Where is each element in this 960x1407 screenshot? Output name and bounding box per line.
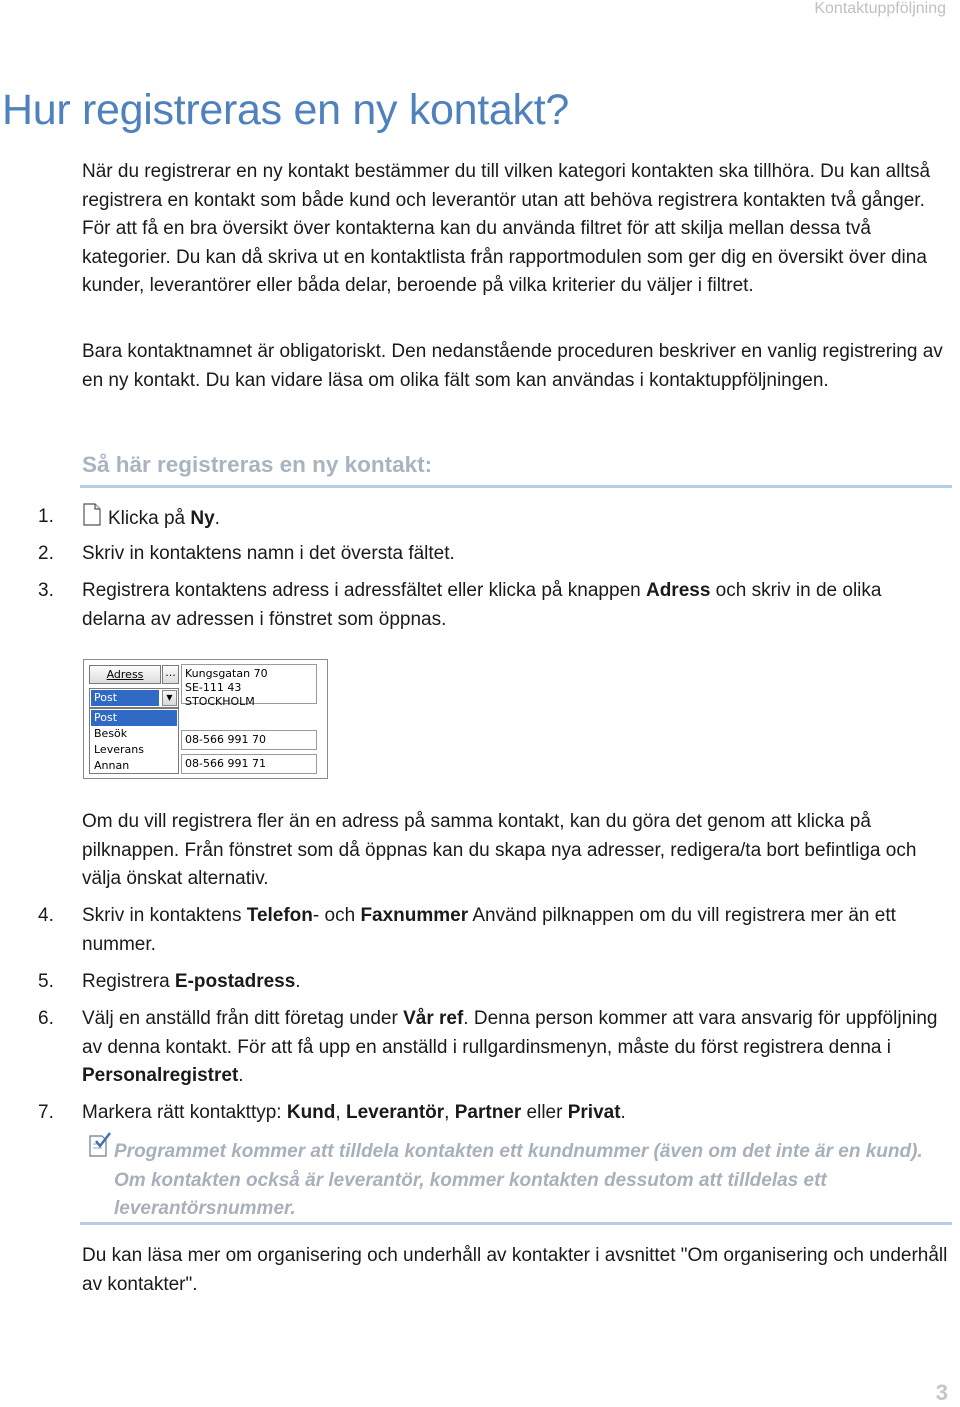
dropdown-arrow-icon[interactable]: ▼ [162,690,177,706]
step-number: 5. [38,971,54,992]
phone-field[interactable]: 08-566 991 70 [181,730,317,750]
step-2: Skriv in kontaktens namn i det översta fältet. [82,543,455,564]
step-number: 7. [38,1102,54,1123]
step-number: 1. [38,506,54,527]
step-7: Markera rätt kontakttyp: Kund, Leverantör, Partner eller Privat. [82,1102,626,1123]
list-item[interactable]: Leverans [94,743,144,756]
address-type-list [89,708,179,774]
section-subheading: Så här registreras en ny kontakt: [82,452,433,477]
subheading-rule [80,485,952,488]
step-3: Registrera kontaktens adress i adressfältet eller klicka på knappen Adress och skriv in de olika delarna av adressen i fönstret som öppnas. [82,580,882,630]
step-4: Skriv in kontaktens Telefon- och Faxnummer Använd pilknappen om du vill registrera mer än ett nummer. [82,905,896,955]
step-5: Registrera E-postadress. [82,971,301,992]
address-form-screenshot [83,659,328,779]
closing-paragraph: Du kan läsa mer om organisering och underhåll av kontakter i avsnittet "Om organisering och underhåll av kontakter". [82,1245,948,1295]
step-number: 6. [38,1008,54,1029]
list-item[interactable]: Post [91,710,177,726]
page-number: 3 [935,1380,948,1405]
intro-paragraph-1: När du registrerar en ny kontakt bestämmer du till vilken kategori kontakten ska tillhöra. Du kan alltså registrera en kontakt som både kund och leverantör utan att behöva registrera kontakten två gånger. För att få en bra översikt över kontakterna kan du använda filtret för att skilja mellan dessa två kategorier. Du kan då skriva ut en kontaktlista från rapportmodulen som ger dig en översikt över dina kunder, leverantörer eller båda delar, beroende på vilka kriterier du väljer i filtret. [82,161,931,296]
address-field[interactable]: Kungsgatan 70 SE-111 43 STOCKHOLM [181,664,317,704]
step-number: 4. [38,905,54,926]
step-number: 2. [38,543,54,564]
step-number: 3. [38,580,54,601]
page-title: Hur registreras en ny kontakt? [2,86,569,134]
step-1: Klicka på Ny. [82,503,948,537]
address-button[interactable]: Adress [89,665,161,684]
address-type-select[interactable]: Post ▼ [89,688,179,708]
note-check-icon [88,1132,112,1163]
intro-paragraph-2: Bara kontaktnamnet är obligatoriskt. Den nedanstående proceduren beskriver en vanlig registrering av en ny kontakt. Du kan vidare läsa om olika fält som kan användas i kontaktuppföljningen. [82,341,943,391]
new-document-icon [82,503,102,537]
running-header: Kontaktuppföljning [814,0,946,17]
list-item[interactable]: Besök [94,727,128,740]
step-3-extra: Om du vill registrera fler än en adress på samma kontakt, kan du göra det genom att klicka på pilknappen. Från fönstret som då öppnas kan du skapa nya adresser, redigera/ta bort befintliga och välja önskat alternativ. [82,811,917,889]
fax-field[interactable]: 08-566 991 71 [181,754,317,774]
note-text: Programmet kommer att tilldela kontakten ett kundnummer (även om det inte är en kund). Om kontakten också är leverantör, kommer kontakten dessutom att tilldelas ett leverantörsnummer. [114,1141,923,1219]
list-item[interactable]: Annan [94,759,130,772]
step-6: Välj en anställd från ditt företag under Vår ref. Denna person kommer att vara ansvarig för uppföljning av denna kontakt. För att få upp en anställd i rullgardinsmenyn, måste du först registrera denna i Personalregistret. [82,1008,938,1086]
note-rule [80,1222,952,1225]
browse-button[interactable]: ... [162,665,179,684]
